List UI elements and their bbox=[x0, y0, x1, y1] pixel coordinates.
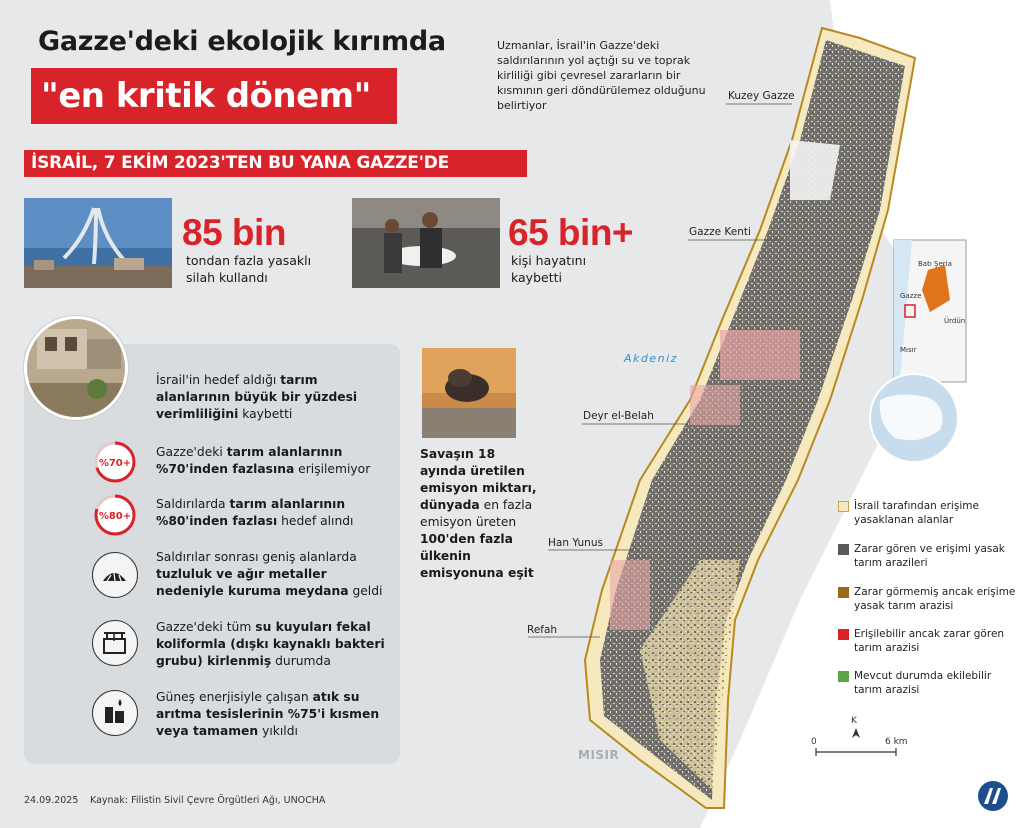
panel-row-5: Gazze'deki tüm su kuyuları fekal koliformla (dışkı kaynaklı bakteri grubu) kirlenmiş durumda bbox=[156, 620, 385, 668]
phosphorus-photo bbox=[24, 198, 172, 288]
legend-item-damaged-forbidden: Zarar gören ve erişimi yasak tarım arazileri bbox=[840, 542, 1020, 570]
legend-item-forbidden: İsrail tarafından erişime yasaklanan alanlar bbox=[840, 499, 1020, 527]
country-label: MISIR bbox=[578, 748, 620, 762]
legend-swatch bbox=[838, 671, 849, 682]
legend-item-accessible-damaged: Erişilebilir ancak zarar gören tarım arazisi bbox=[840, 627, 1020, 655]
north-label: K bbox=[851, 716, 857, 726]
aa-logo-icon bbox=[976, 780, 1010, 812]
panel-row-1: İsrail'in hedef aldığı tarım alanlarının büyük bir yüzdesi verimliliğini kaybetti bbox=[156, 373, 358, 421]
legend-swatch bbox=[838, 587, 849, 598]
legend-swatch bbox=[838, 544, 849, 555]
stat-2-line-2: kaybetti bbox=[511, 270, 562, 285]
water-well-icon bbox=[92, 620, 138, 666]
title-line-1: Gazze'deki ekolojik kırımda bbox=[38, 26, 446, 57]
scale-end: 6 km bbox=[885, 737, 908, 747]
legend-swatch bbox=[838, 629, 849, 640]
city-gazze-kenti: Gazze Kenti bbox=[689, 226, 751, 238]
smoke-photo bbox=[422, 348, 516, 438]
footer-date: 24.09.2025 bbox=[24, 795, 79, 806]
percent-80-ring bbox=[93, 493, 137, 537]
inset-jordan: Ürdün bbox=[944, 317, 966, 325]
title-line-2: "en kritik dönem" bbox=[31, 68, 397, 124]
panel-row-4: Saldırılar sonrası geniş alanlarda tuzluluk ve ağır metaller nedeniyle kuruma meydana geldi bbox=[156, 550, 383, 598]
legend-item-undamaged-forbidden: Zarar görmemiş ancak erişime yasak tarım arazisi bbox=[840, 585, 1020, 613]
stat-2-number: 65 bin+ bbox=[508, 212, 634, 253]
percent-70-label: %70+ bbox=[98, 458, 132, 469]
city-han-yunus: Han Yunus bbox=[548, 537, 603, 549]
sea-label: Akdeniz bbox=[624, 352, 678, 365]
stat-1-line-1: tondan fazla yasaklı bbox=[186, 253, 312, 268]
legend-item-cultivable: Mevcut durumda ekilebilir tarım arazisi bbox=[840, 669, 1020, 697]
dry-soil-icon bbox=[92, 552, 138, 598]
ruins-photo bbox=[24, 316, 128, 420]
section-banner: İSRAİL, 7 EKİM 2023'TEN BU YANA GAZZE'DE bbox=[24, 150, 527, 177]
percent-80-label: %80+ bbox=[98, 511, 132, 522]
panel-row-6: Güneş enerjisiyle çalışan atık su arıtma tesislerinin %75'i kısmen veya tamamen yıkıldı bbox=[156, 690, 380, 738]
percent-70-ring bbox=[93, 440, 137, 484]
panel-row-3: Saldırılarda tarım alanlarının %80'inden fazlası hedef alındı bbox=[156, 497, 354, 528]
water-treatment-icon bbox=[92, 690, 138, 736]
legend-swatch bbox=[838, 501, 849, 512]
stat-1-line-2: silah kullandı bbox=[186, 270, 268, 285]
city-kuzey-gazze: Kuzey Gazze bbox=[728, 90, 795, 102]
city-refah: Refah bbox=[527, 624, 558, 636]
victims-photo bbox=[352, 198, 500, 288]
inset-gaza: Gazze bbox=[900, 292, 922, 300]
inset-west-bank: Batı Şeria bbox=[918, 260, 952, 268]
inset-egypt: Mısır bbox=[900, 346, 917, 354]
emission-text: Savaşın 18 ayında üretilen emisyon miktarı, dünyada en fazla emisyon üreten 100'den fazla ülkenin emisyonuna eşit bbox=[420, 447, 537, 580]
scale-start: 0 bbox=[811, 737, 817, 747]
stat-2-line-1: kişi hayatını bbox=[511, 253, 587, 268]
city-deyr-el-belah: Deyr el-Belah bbox=[583, 410, 654, 422]
stat-1-number: 85 bin bbox=[182, 212, 286, 253]
footer-source: Kaynak: Filistin Sivil Çevre Örgütleri Ağı, UNOCHA bbox=[90, 795, 326, 806]
panel-row-2: Gazze'deki tarım alanlarının %70'inden fazlasına erişilemiyor bbox=[156, 445, 371, 476]
intro-text: Uzmanlar, İsrail'in Gazze'deki saldırılarının yol açtığı su ve toprak kirliliği gibi çevresel zararların bir kısmının geri döndürülemez olduğunu belirtiyor bbox=[497, 39, 706, 112]
